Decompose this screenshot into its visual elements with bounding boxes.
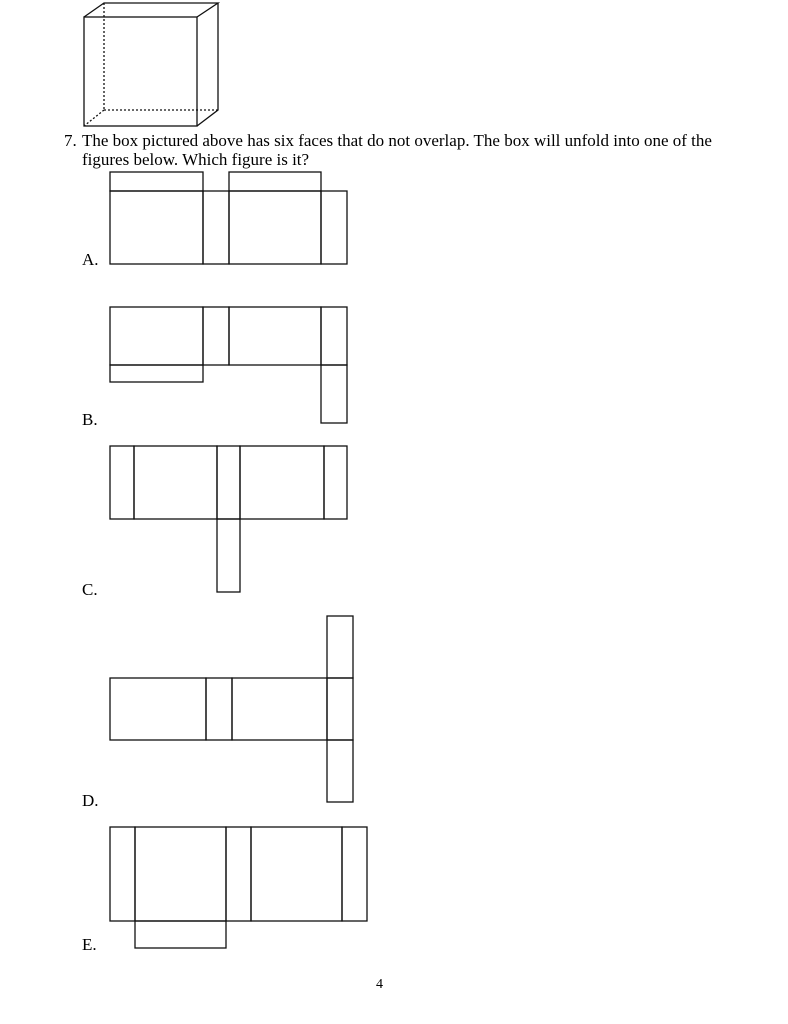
option-d-label[interactable]: D. xyxy=(82,791,99,810)
net-e-faces xyxy=(110,827,367,948)
box-hidden-edges xyxy=(84,3,218,126)
question-number: 7. xyxy=(64,131,77,150)
option-b-label[interactable]: B. xyxy=(82,410,98,429)
page-number: 4 xyxy=(376,977,383,992)
net-d-faces xyxy=(110,616,353,802)
net-a-faces xyxy=(110,172,347,264)
net-c-faces xyxy=(110,446,347,592)
option-a-label[interactable]: A. xyxy=(82,250,99,269)
option-e-label[interactable]: E. xyxy=(82,935,97,954)
net-b-faces xyxy=(110,307,347,423)
question-text: The box pictured above has six faces that do not overlap. The box will unfold into one of the figures below. Which figure is it? xyxy=(82,131,712,169)
option-c-label[interactable]: C. xyxy=(82,580,98,599)
question-block xyxy=(64,131,754,169)
